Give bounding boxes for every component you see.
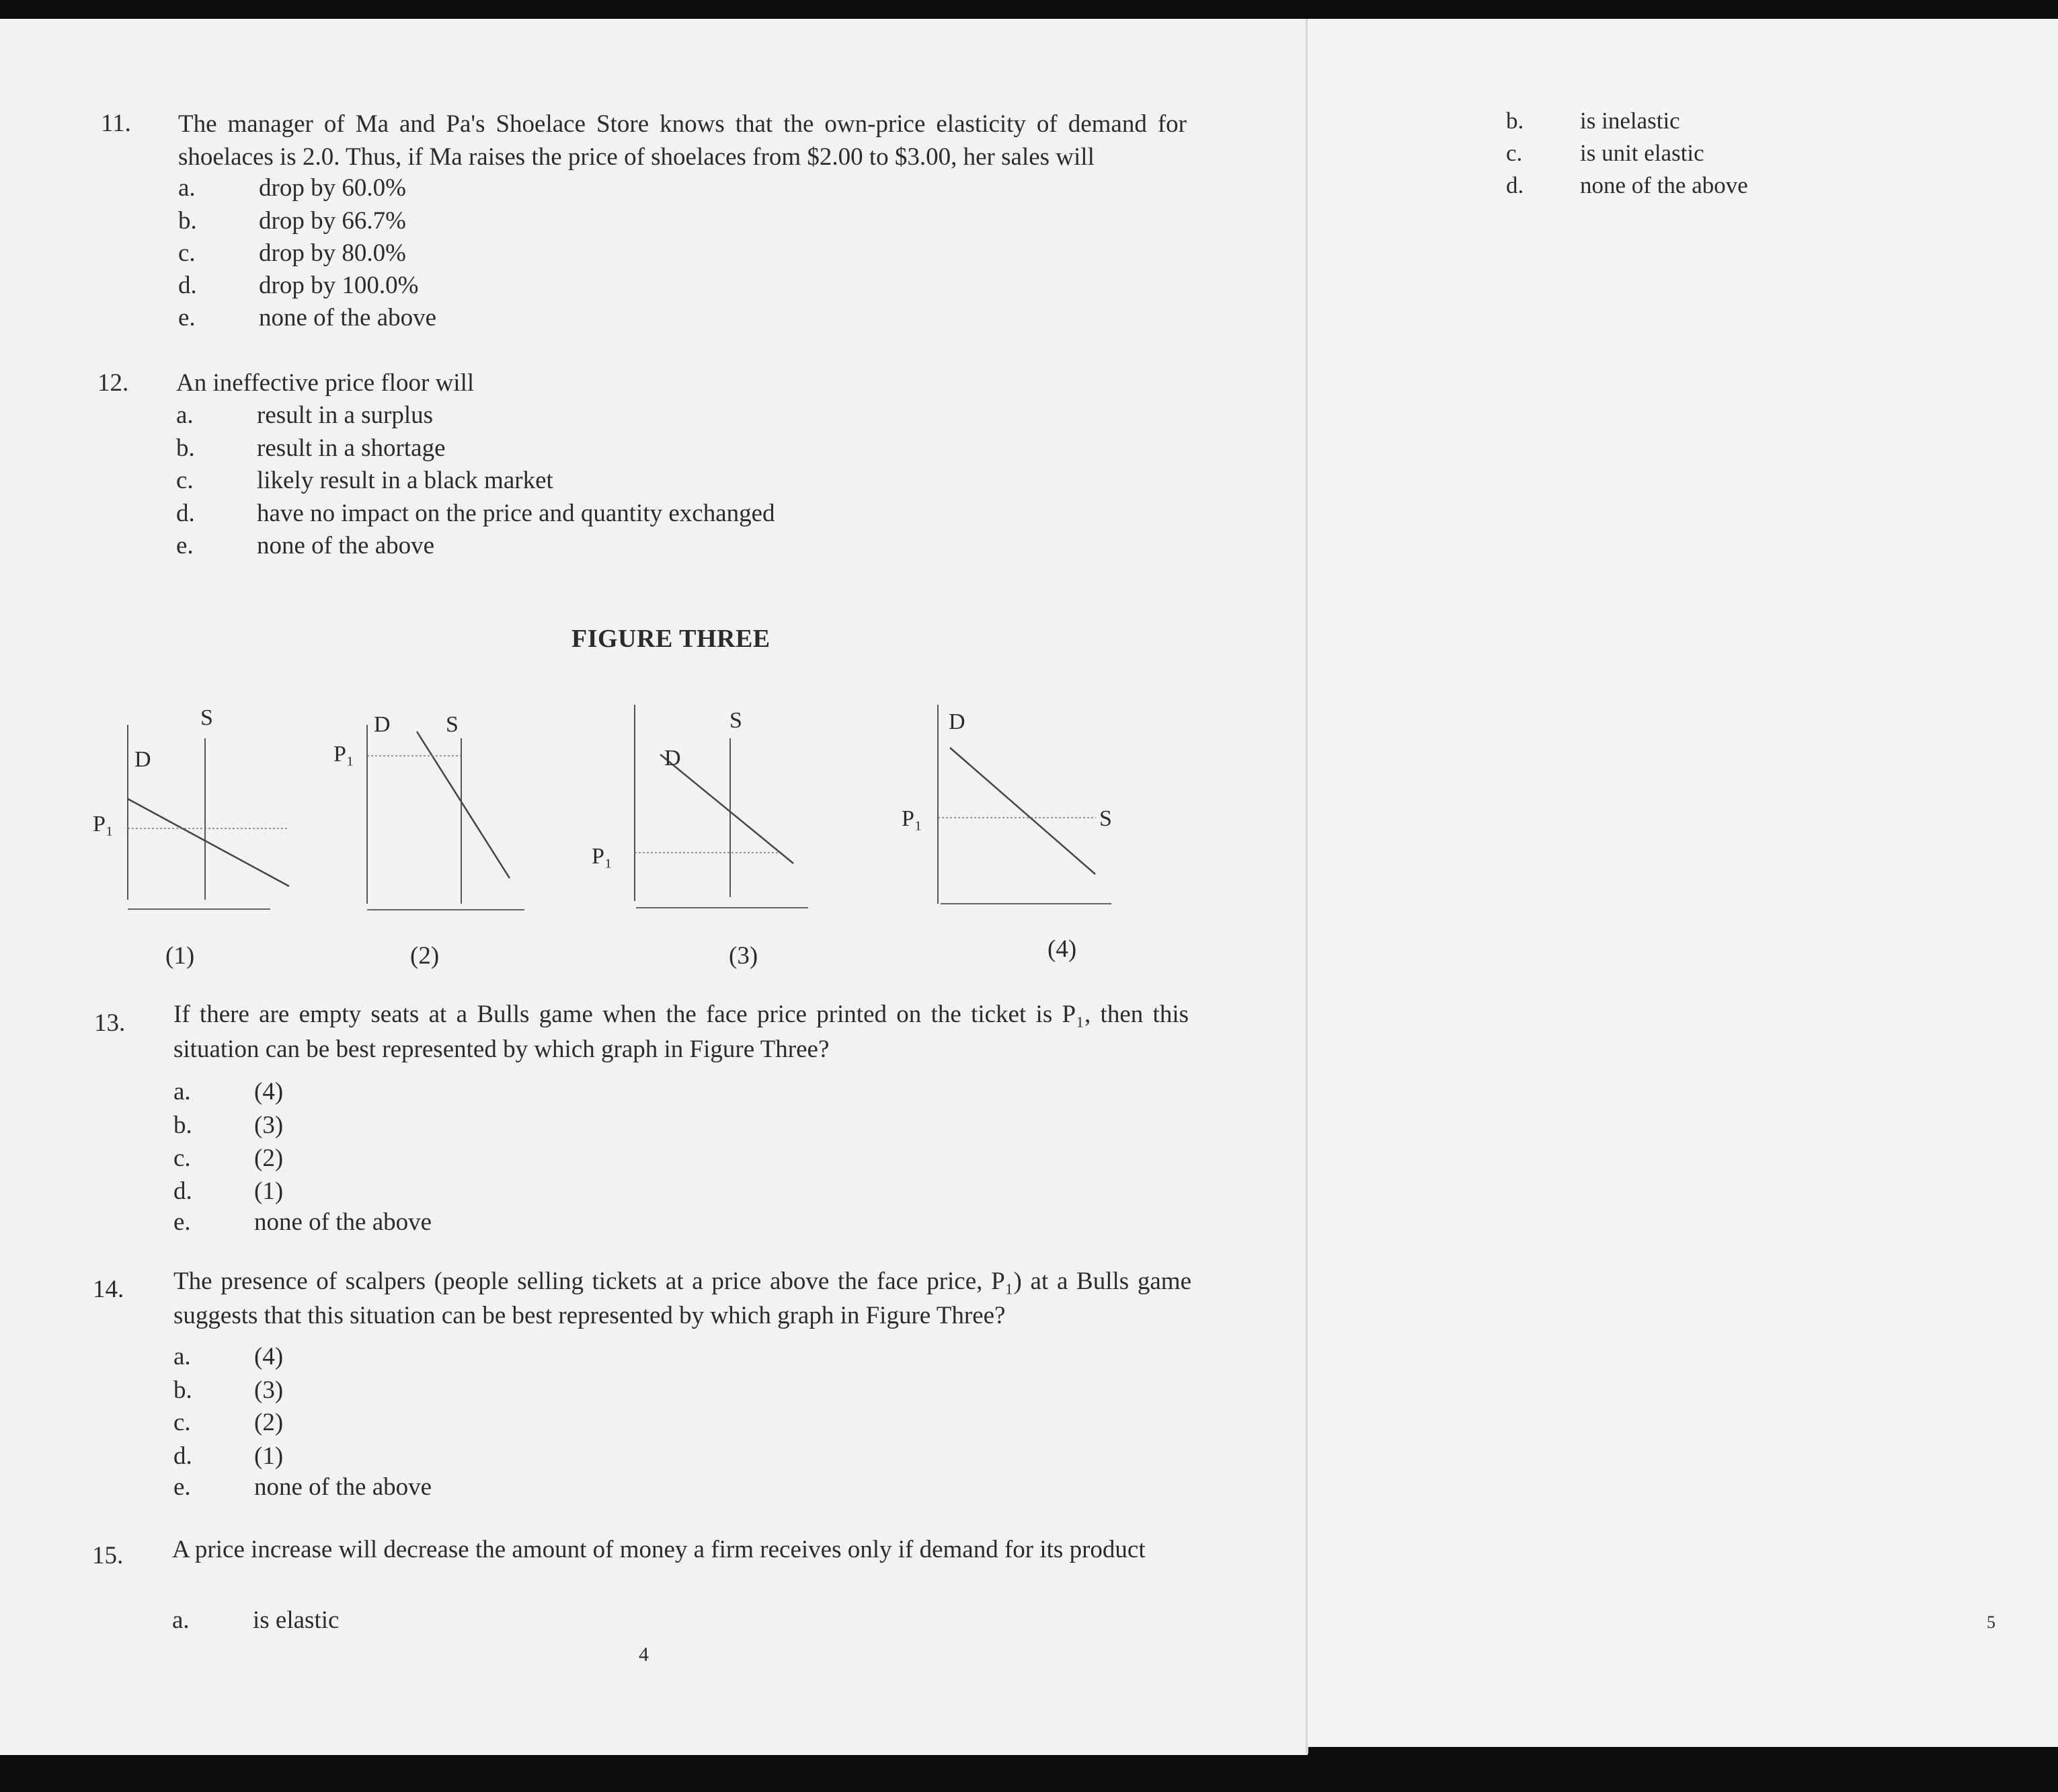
option-a: a. drop by 60.0% [178,174,406,202]
option-c: c. likely result in a black market [176,467,553,494]
option-a: a. is elastic [172,1606,340,1634]
supply-label: S [200,705,213,730]
demand-curve [417,732,510,878]
question-number: 12. [97,369,129,397]
price-label: P₁ [93,812,114,836]
option-d: d. (1) [173,1177,284,1205]
option-d: d. (1) [173,1442,284,1470]
demand-label: D [664,746,681,771]
option-c: c. drop by 80.0% [178,239,406,267]
question-text: The presence of scalpers (people selling tickets at a price above the face price, P₁) at a Bulls game suggests that this situation can be best represented by which graph in Figure Three? [173,1268,1191,1329]
graph-3 [585,705,814,930]
question-number: 14. [93,1276,124,1303]
page-number: 4 [639,1643,649,1666]
question-number: 15. [92,1542,124,1569]
demand-label: D [374,712,391,737]
graph-4-caption: (4) [1047,935,1077,963]
option-c: c. (2) [173,1144,284,1172]
graph-2-caption: (2) [410,942,440,970]
price-label: P₁ [592,844,612,869]
option-d: d. drop by 100.0% [178,272,419,299]
price-label: P₁ [902,806,922,831]
left-page [0,19,1308,1755]
option-c: c. is unit elastic [1506,140,1704,166]
demand-curve [128,799,289,886]
option-e: e. none of the above [176,532,435,559]
graph-1-caption: (1) [165,942,195,970]
supply-label: S [729,708,742,733]
option-c: c. (2) [173,1409,284,1436]
demand-label: D [134,747,151,772]
option-b: b. is inelastic [1506,108,1680,134]
question-text: An ineffective price floor will [176,369,475,397]
supply-label: S [1099,806,1112,831]
supply-label: S [446,712,459,737]
price-label: P₁ [333,742,354,767]
option-a: a. (4) [173,1343,284,1370]
demand-curve [660,754,793,863]
graph-3-caption: (3) [729,942,758,970]
option-e: e. none of the above [173,1208,432,1236]
option-d: d. have no impact on the price and quantity exchanged [176,500,775,527]
question-number: 11. [101,110,131,137]
option-a: a. (4) [173,1078,284,1105]
right-page [1308,19,2058,1747]
option-b: b. drop by 66.7% [178,207,406,235]
figure-title: FIGURE THREE [571,625,770,653]
graph-2 [329,705,545,930]
option-d: d. none of the above [1506,172,1748,198]
question-text: If there are empty seats at a Bulls game when the face price printed on the ticket is P₁, then this situation can be best represented by which graph in Figure Three? [173,1001,1189,1063]
question-number: 13. [94,1009,126,1037]
graph-4 [891,705,1133,930]
option-e: e. none of the above [173,1473,432,1501]
option-b: b. (3) [173,1376,284,1404]
demand-label: D [949,709,965,734]
option-b: b. (3) [173,1112,284,1139]
question-text: A price increase will decrease the amount of money a firm receives only if demand for its product [172,1536,1146,1563]
option-a: a. result in a surplus [176,401,434,429]
graph-1 [87,705,303,930]
demand-curve [950,748,1095,874]
question-text: The manager of Ma and Pa's Shoelace Store knows that the own-price elasticity of demand for shoelaces is 2.0. Thus, if Ma raises the price of shoelaces from $2.00 to $3.00, her sales will [178,110,1187,171]
page-number: 5 [1987,1612,1995,1632]
option-b: b. result in a shortage [176,434,446,462]
option-e: e. none of the above [178,304,437,332]
